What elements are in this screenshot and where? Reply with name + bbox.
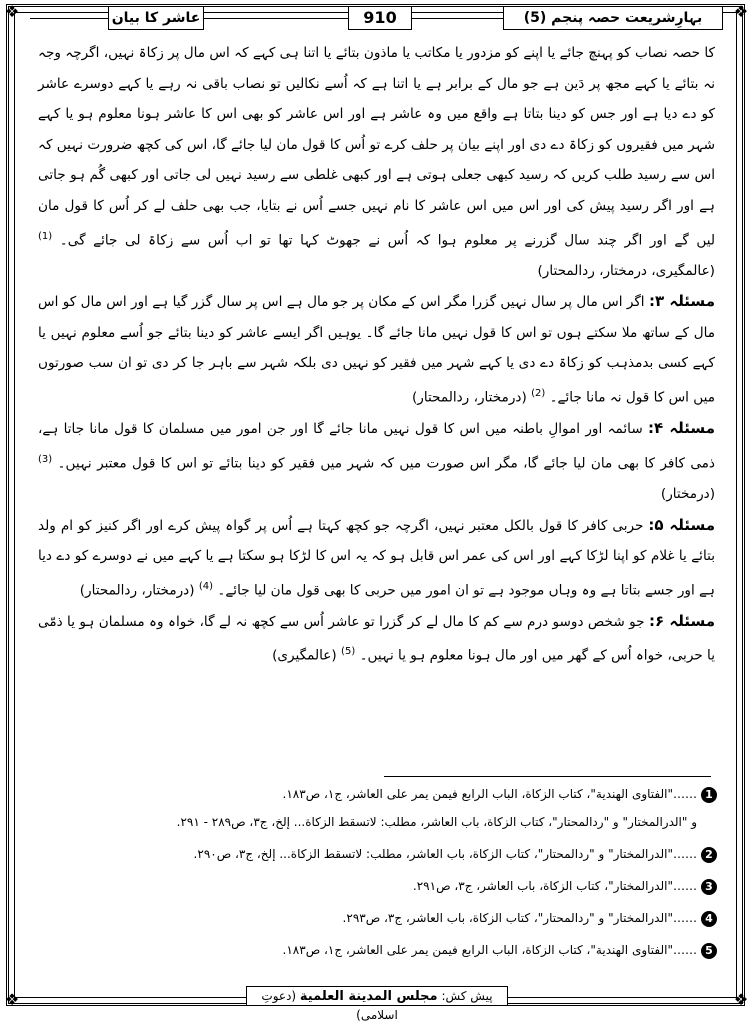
footnote-text: و "الدرالمختار" و "ردالمحتار"، كتاب الزكاة، باب العاشر، مطلب: لاتسقط الزكاة... إلخ، ج٣، ص٢٨٩ - ٢٩١. (176, 815, 697, 829)
footnote-text: ……"الدرالمختار"، كتاب الزكاة، باب العاشر، ج٣، ص٢٩١. (412, 879, 697, 893)
header-divider (412, 18, 503, 19)
masala-label: مسئلہ ۵: (648, 515, 715, 534)
header-divider (204, 18, 348, 19)
page-footer (246, 986, 508, 1022)
masala-text: حربی کافر کا قول بالکل معتبر نہیں، اگرچہ جو کچھ کہتا ہے اُس پر گواہ پیش کرے اور اگر کنیز کو ام ولد بتائے یا غلام کو اپنا لڑکا کہے اور اس کی عمر اس قابل ہو کہ یہ اس کا لڑکا ہو سکتا ہے یا کہے میں نے دوسرے کو دے دیا ہے اور جسے بتاتا ہے وہ وہاں موجود ہے تو ان امور میں حربی کا بھی قول مان لیا جائے۔ (38, 517, 715, 599)
footnote-text: ……"الدرالمختار" و "ردالمحتار"، كتاب الزكاة، باب العاشر، ج٣، ص٢٩٣. (342, 911, 697, 925)
masala-6 (38, 606, 715, 672)
footnote-number-badge: 2 (701, 847, 717, 863)
footnote-number-badge: 4 (701, 911, 717, 927)
page-number: 910 (348, 6, 412, 30)
corner-ornament-icon: ❖ (733, 2, 749, 21)
footnote-separator (384, 776, 711, 777)
footnote-ref: (4) (198, 580, 214, 592)
footer-presenter: پیش کش: (441, 989, 493, 1003)
page-header (30, 6, 723, 32)
masala-label: مسئلہ ۳: (648, 292, 715, 311)
footnote (16, 808, 717, 836)
masala-text: سائمہ اور اموالِ باطنہ میں اس کا قول نہیں مانا جائے گا اور جن امور میں مسلمان کا قول مانا جاتا ہے، ذمی کافر کا بھی مان لیا جائے گا، مگر اس صورت میں کہ شہر میں فقیر کو دینا بتائے تو اس کا قول معتبر نہیں۔ (38, 421, 715, 472)
footnote (36, 936, 717, 964)
masala-label: مسئلہ ۴: (648, 419, 715, 438)
masala-text: جو شخص دوسو درم سے کم کا مال لے کر گزرا تو عاشر اُس سے کچھ نہ لے گا، خواہ وہ مسلمان ہو یا ذمّی یا حربی، خواہ اُس کے گھر میں اور مال ہونا معلوم ہو یا نہیں۔ (38, 613, 715, 664)
corner-ornament-icon: ❖ (733, 990, 749, 1009)
footnote (36, 904, 717, 932)
paragraph (38, 38, 715, 286)
footnote-number-badge: 5 (701, 943, 717, 959)
citation: (درمختار، ردالمحتار) (79, 582, 195, 599)
footnote (36, 780, 717, 808)
corner-ornament-icon: ❖ (4, 990, 20, 1009)
footnote-ref: (1) (38, 230, 53, 242)
paragraph-text: کا حصہ نصاب کو پہنچ جائے یا اپنے کو مزدور یا مکاتب یا ماذون بتائے یا اتنا ہی کہے کہ اس مال پر زکاۃ نہیں، اگرچہ وجہ نہ بتائے یا کہے مجھ پر دَین ہے جو مال کے برابر ہے یا اتنا ہے کہ اُسے نکالیں تو نصاب باقی نہ رہے یا کہے دوسرے عاشر کو دے دیا ہے اور جس کو دینا بتاتا ہے واقع میں وہ عاشر ہے اور اس عاشر کو بھی اس کا عاشر ہونا معلوم ہو یا کہے شہر میں فقیروں کو زکاۃ دے دی اور اپنے بیان پر حلف کرے تو اُس کا قول مان لیا جائے گا، اس کی کچھ ضرورت نہیں کہ اس سے رسید طلب کریں کہ رسید کبھی جعلی ہوتی ہے اور کبھی غلطی سے رسید نہیں لی جاتی اور کبھی گُم ہو جاتی ہے اور اگر رسید پیش کی اور اس میں اس عاشر کا نام نہیں جسے اُس نے بتایا، جب بھی حلف لے کر اُس کا قول مان لیں گے اور اگر چند سال گزرنے پر معلوم ہوا کہ اُس نے جھوٹ کہا تھا تو اب اُس سے زکاۃ لی جائے گی۔ (38, 45, 716, 249)
footnote-number-badge: 1 (701, 787, 717, 803)
masala-label: مسئلہ ۶: (648, 611, 715, 630)
footnote (36, 840, 717, 868)
masala-text: اگر اس مال پر سال نہیں گزرا مگر اس کے مکان پر جو مال ہے اس پر سال گزر گیا ہے اور اس مال کو اس مال کے ساتھ ملا سکتے ہوں تو اس کا قول نہیں مانا جائے گا۔ یوہیں اگر ایسے عاشر کو دینا بتائے جو اُسے معلوم نہیں یا کہے کسی بدمذہب کو زکاۃ دے دی یا کہے شہر میں فقیر کو نہیں دی بلکہ شہر سے باہر جا کر دی تو ان سب صورتوں میں اس کا قول نہ مانا جائے۔ (38, 294, 715, 406)
footer-organization: مجلس المدينة العلمية (299, 989, 438, 1004)
main-text (38, 38, 715, 672)
footnote-text: ……"الفتاوى الهندية"، كتاب الزكاة، الباب الرابع فيمن يمر على العاشر، ج١، ص١٨٣. (282, 787, 697, 801)
citation: (عالمگیری) (272, 647, 337, 664)
book-title: بہارِشریعت حصہ پنجم (5) (503, 6, 723, 30)
citation: (عالمگیری، درمختار، ردالمحتار) (537, 262, 715, 279)
footnote-text: ……"الفتاوى الهندية"، كتاب الزكاة، الباب الرابع فيمن يمر على العاشر، ج١، ص١٨٣. (282, 943, 697, 957)
corner-ornament-icon: ❖ (4, 2, 20, 21)
footnote-ref: (3) (38, 453, 53, 465)
footnote-ref: (2) (531, 388, 546, 400)
citation: (درمختار) (660, 485, 715, 502)
footnote (36, 872, 717, 900)
masala-4 (38, 413, 715, 509)
footnote-number-badge: 3 (701, 879, 717, 895)
footnote-text: ……"الدرالمختار" و "ردالمحتار"، كتاب الزكاة، باب العاشر، مطلب: لاتسقط الزكاة... إلخ، ج٣، ص٢٩٠. (193, 847, 697, 861)
header-divider (30, 18, 108, 19)
citation: (درمختار، ردالمحتار) (411, 389, 527, 406)
masala-5 (38, 510, 715, 606)
masala-3 (38, 286, 715, 413)
footer-subtitle: (دعوتِ اسلامی) (261, 989, 398, 1022)
footnote-ref: (5) (341, 646, 356, 658)
chapter-title: عاشر کا بیان (108, 6, 204, 30)
